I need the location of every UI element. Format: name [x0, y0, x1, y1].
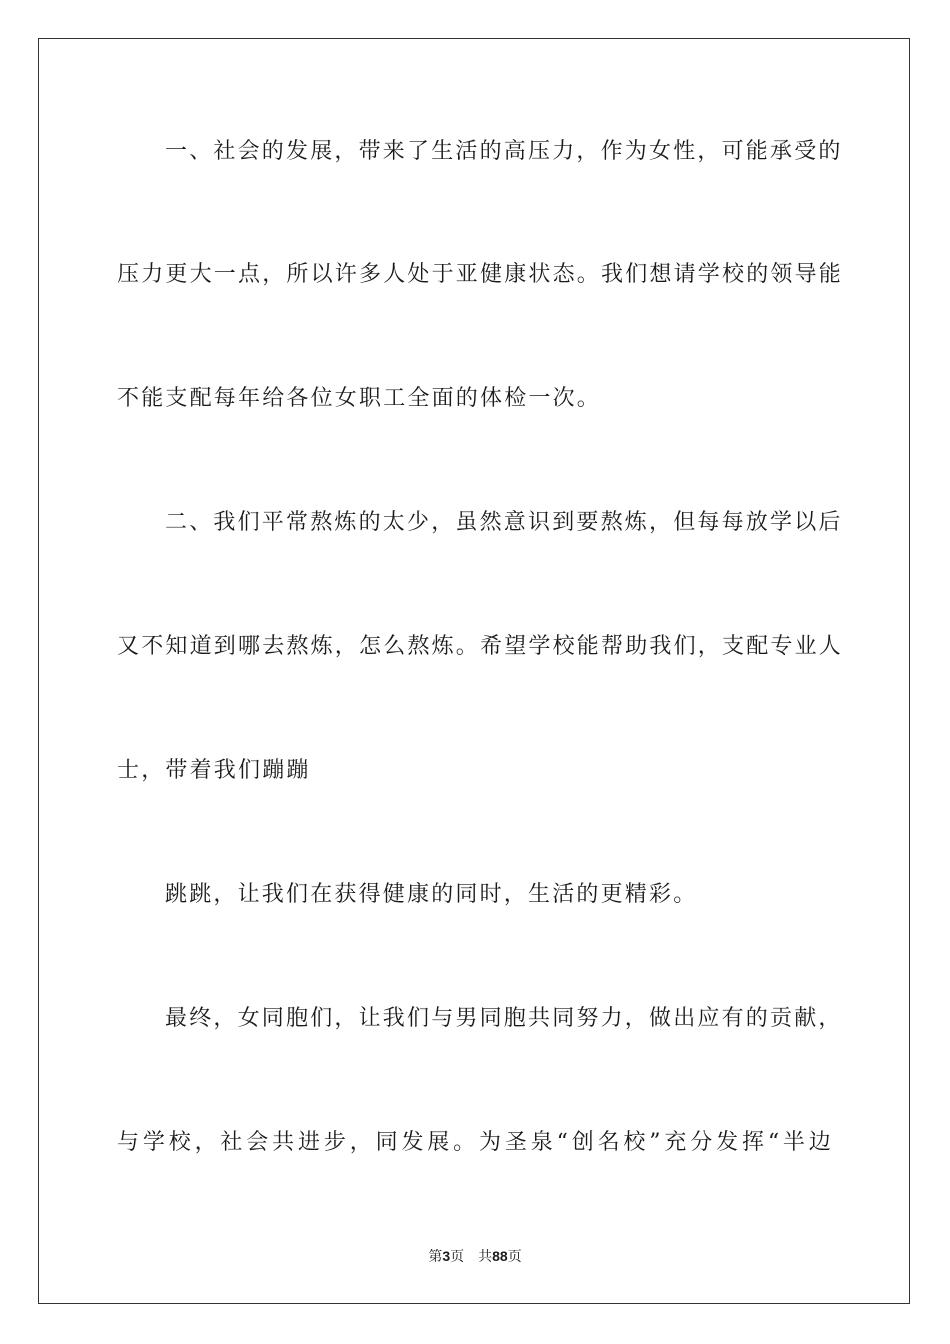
page-footer	[0, 1246, 950, 1267]
total-suffix: 页	[507, 1249, 522, 1265]
paragraph-1-line-2: 压力更大一点，所以许多人处于亚健康状态。我们想请学校的领导能	[117, 262, 844, 287]
paragraph-1-line-1: 一、社会的发展，带来了生活的高压力，作为女性，可能承受的	[165, 139, 843, 164]
paragraph-4-line-2: 与学校，社会共进步，同发展。为圣泉“创名校”充分发挥“半边	[117, 1130, 833, 1155]
page-prefix: 第	[428, 1249, 443, 1265]
page-current: 3	[442, 1248, 451, 1264]
paragraph-2-line-2: 又不知道到哪去熬炼，怎么熬炼。希望学校能帮助我们，支配专业人	[117, 634, 844, 659]
page-suffix: 页	[450, 1249, 465, 1265]
paragraph-2-line-3: 士，带着我们蹦蹦	[117, 758, 311, 783]
paragraph-3-line-1: 跳跳，让我们在获得健康的同时，生活的更精彩。	[165, 882, 698, 907]
paragraph-4-line-1: 最终，女同胞们，让我们与男同胞共同努力，做出应有的贡献，	[165, 1006, 843, 1031]
page-frame	[38, 38, 910, 1304]
page-total: 88	[492, 1248, 508, 1264]
paragraph-2-line-1: 二、我们平常熬炼的太少，虽然意识到要熬炼，但每每放学以后	[165, 510, 843, 535]
total-prefix: 共	[478, 1249, 493, 1265]
paragraph-1-line-3: 不能支配每年给各位女职工全面的体检一次。	[117, 386, 602, 411]
